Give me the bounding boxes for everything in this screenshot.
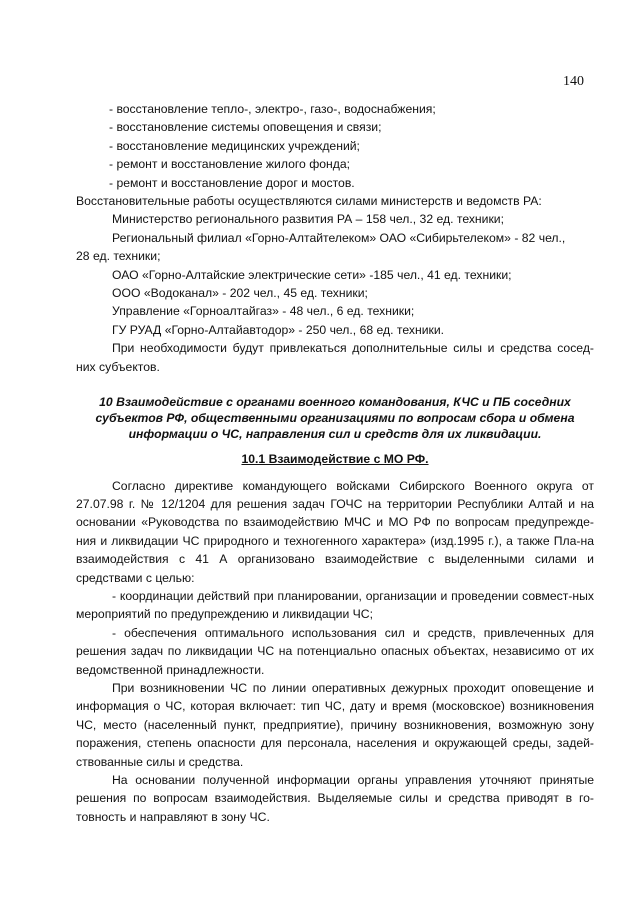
list-item: - ремонт и восстановление жилого фонда;: [109, 157, 351, 172]
section-title: 10 Взаимодействие с органами военного командования, КЧС и ПБ соседних субъектов РФ, общественными организациями по вопросам сбора и обмена информации о ЧС, направления сил и средств для их ликвидации.: [95, 395, 575, 442]
list-item: - восстановление тепло-, электро-, газо-, водоснабжения;: [109, 102, 436, 116]
list-item: - восстановление медицинских учреждений;: [109, 138, 360, 153]
directive-paragraph: Согласно директиве командующего войсками Сибирского Военного округа от 27.07.98 г. № 12/1204 для решения задач ГОЧС на территории Республики Алтай и на основании «Руководства по взаимодействию МЧС и МО РФ по вопросам предупрежде-ния и ликвидации ЧС природного и техногенного характера» (изд.1995 г.), а также Пла-на взаимодействия с 41 А организовано взаимодействие с выделенными силами и средствами с целью:: [76, 478, 594, 585]
forces-item: ГУ РУАД «Горно-Алтайавтодор» - 250 чел., 68 ед. техники.: [112, 322, 445, 337]
forces-intro-paragraph: Восстановительные работы осуществляются силами министерств и ведомств РА:: [76, 194, 542, 209]
forces-item: ООО «Водоканал» - 202 чел., 45 ед. техники;: [112, 286, 368, 301]
alert-paragraph: При возникновении ЧС по линии оперативных дежурных проходит оповещение и информация о ЧС, которая включает: тип ЧС, дату и время (московское) возникновения ЧС, место (населенный пункт, предприятие), причину возникновения, возможную зону поражения, степень опасности для персонала, населения и окружающей среды, задей-ствованные силы и средства.: [76, 680, 594, 769]
forces-item-continuation: 28 ед. техники;: [76, 249, 161, 264]
additional-forces-paragraph: При необходимости будут привлекаться дополнительные силы и средства сосед-них субъектов.: [76, 341, 594, 374]
list-item: - восстановление системы оповещения и связи;: [109, 120, 382, 135]
goal-item: - координации действий при планировании, организации и проведении совмест-ных мероприятий по предупреждению и ликвидации ЧС;: [76, 588, 594, 622]
forces-item: Министерство регионального развития РА – 158 чел., 32 ед. техники;: [112, 212, 504, 227]
subsection-title: 10.1 Взаимодействие с МО РФ.: [241, 452, 429, 467]
forces-item: Управление «Горноалтайгаз» - 48 чел., 6 ед. техники;: [112, 304, 415, 319]
forces-item: ОАО «Горно-Алтайские электрические сети» -185 чел., 41 ед. техники;: [112, 267, 512, 282]
page-number: 140: [563, 74, 584, 89]
forces-item: Региональный филиал «Горно-Алтайтелеком» ОАО «Сибирьтелеком» - 82 чел.,: [112, 230, 566, 245]
list-item: - ремонт и восстановление дорог и мостов.: [109, 175, 355, 190]
final-paragraph: На основании полученной информации органы управления уточняют принятые решения по вопросам взаимодействия. Выделяемые силы и средства приводят в го-товность и направляют в зону ЧС.: [76, 773, 594, 824]
document-body: [76, 100, 594, 826]
goal-item: - обеспечения оптимального использования сил и средств, привлеченных для решения задач по ликвидации ЧС на потенциально опасных объектах, независимо от их ведомственной принадлежности.: [76, 625, 594, 677]
